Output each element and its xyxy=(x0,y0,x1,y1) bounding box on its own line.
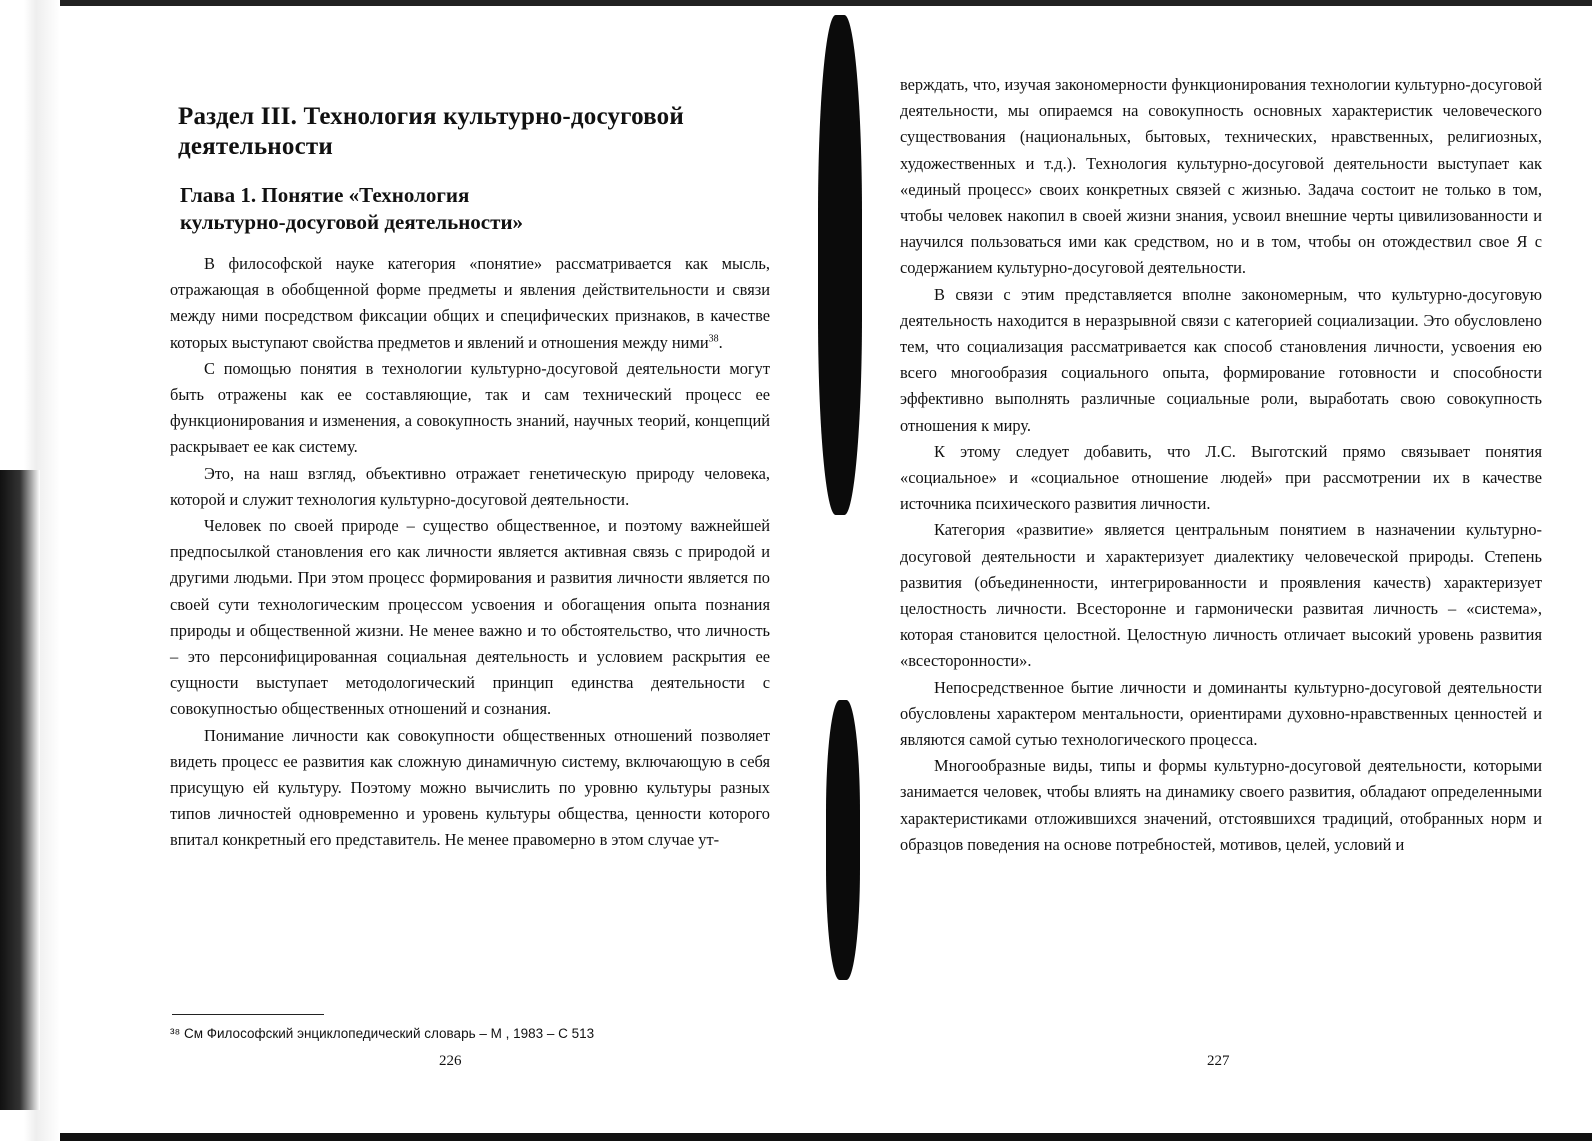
page-number: 227 xyxy=(1207,1053,1230,1069)
binding-shadow-bottom xyxy=(826,700,860,980)
paragraph: С помощью понятия в технологии культурно-досуговой деятельности могут быть отражены как ее составляющие, так и сам технический процесс ее функционирования и изменения, а совокупность знаний, научных теорий, концепций раскрывает ее как систему. xyxy=(170,358,770,457)
paragraph: Категория «развитие» является центральным понятием в назначении культурно-досуговой деятельности и характеризует диалектику человеческой природы. Степень развития (объединенности, интегрированности и проявления качеств) характеризует целостность личности. Всесторонне и гармонически развитая личность – «система», которая становится целостной. Целостную личность отличает высокий уровень развития «всесторонности». xyxy=(900,520,1542,671)
paragraph: Многообразные виды, типы и формы культурно-досуговой деятельности, которыми занимается человек, чтобы влиять на динамику своего развития, обладают определенными характеристиками отложившихся значений, отстоявшихся традиций, отобранных норм и образцов поведения на основе потребностей, мотивов, целей, условий и xyxy=(900,756,1542,854)
paragraph xyxy=(170,251,770,356)
chapter-title xyxy=(180,182,770,236)
footnote: ³⁸ См Философский энциклопедический словарь – М , 1983 – С 513 xyxy=(170,1026,595,1041)
left-page xyxy=(170,0,770,1141)
paragraph: Это, на наш взгляд, объективно отражает генетическую природу человека, которой и служит технология культурно-досуговой деятельности. xyxy=(170,463,770,509)
paragraph-end: . xyxy=(718,332,723,352)
chapter-title-line: культурно-досуговой деятельности» xyxy=(180,210,524,234)
paragraph: Понимание личности как совокупности общественных отношений позволяет видеть процесс ее развития как сложную динамичную систему, включающую в себя присущую ей культуру. Поэтому можно вычислить по уровню культуры разных типов личностей одновременно и уровень культуры общества, ценности которого впитал конкретный его представитель. Не менее правомерно в этом случае ут- xyxy=(170,725,770,850)
chapter-title-line: Глава 1. Понятие «Технология xyxy=(180,183,470,207)
paragraph: К этому следует добавить, что Л.С. Выготский прямо связывает понятия «социальное» и «социальное отношение людей» при рассмотрении их в качестве источника психического развития личности. xyxy=(900,441,1542,514)
paragraph: В связи с этим представляется вполне закономерным, что культурно-досуговую деятельность находится в неразрывной связи с категорией социализации. Это обусловлено тем, что социализация рассматривается как способ становления личности, усвоения ею всего многообразия социального опыта, формирование готовности и способности эффективно выполнять различные социальные роли, выработать свою совокупность отношения к миру. xyxy=(900,284,1542,435)
paragraph: Непосредственное бытие личности и доминанты культурно-досуговой деятельности обусловлены характером ментальности, ориентирами духовно-нравственных ценностей и являются самой сутью технологического процесса. xyxy=(900,677,1542,750)
footnote-divider xyxy=(172,1014,324,1015)
paragraph: Человек по своей природе – существо общественное, и поэтому важнейшей предпосылкой становления его как личности является активная связь с природой и другими людьми. При этом процесс формирования и развития личности является по своей сути технологическим процессом усвоения и обогащения опыта познания природы и общественной жизни. Не менее важно и то обстоятельство, что личность – это персонифицированная социальная деятельность и условием раскрытия ее сущности выступает методологический принцип единства деятельности с совокупностью общественных отношений и сознания. xyxy=(170,516,770,719)
section-title: Раздел III. Технология культурно-досуговой деятельности xyxy=(178,103,684,160)
page-number: 226 xyxy=(439,1053,462,1069)
binding-shadow-top xyxy=(818,15,862,515)
left-edge-dark-mark xyxy=(0,470,40,1110)
right-body-text xyxy=(900,72,1542,858)
paragraph: верждать, что, изучая закономерности функционирования технологии культурно-досуговой деятельности, мы опираемся на совокупность основных характеристик человеческого существования (национальных, бытовых, технических, нравственных, религиозных, художественных и т.д.). Технология культурно-досуговой деятельности выступает как «единый процесс» своих конкретных связей с жизнью. Задача состоит не только в том, чтобы человек накопил в своей жизни знания, усвоил внешние черты цивилизованности и научился пользоваться ими как средством, но и в том, чтобы он отождествил свое Я с содержанием культурно-досуговой деятельности. xyxy=(900,75,1542,278)
footnote-reference: 38 xyxy=(708,333,719,345)
paragraph-text: В философской науке категория «понятие» рассматривается как мысль, отражающая в обобщенной форме предметы и явления действительности и связи между ними посредством фиксации общих и специфических признаков, в качестве которых выступают свойства предметов и явлений и отношения между ними xyxy=(170,254,770,352)
left-body-text xyxy=(170,251,770,854)
right-page xyxy=(900,0,1542,1141)
